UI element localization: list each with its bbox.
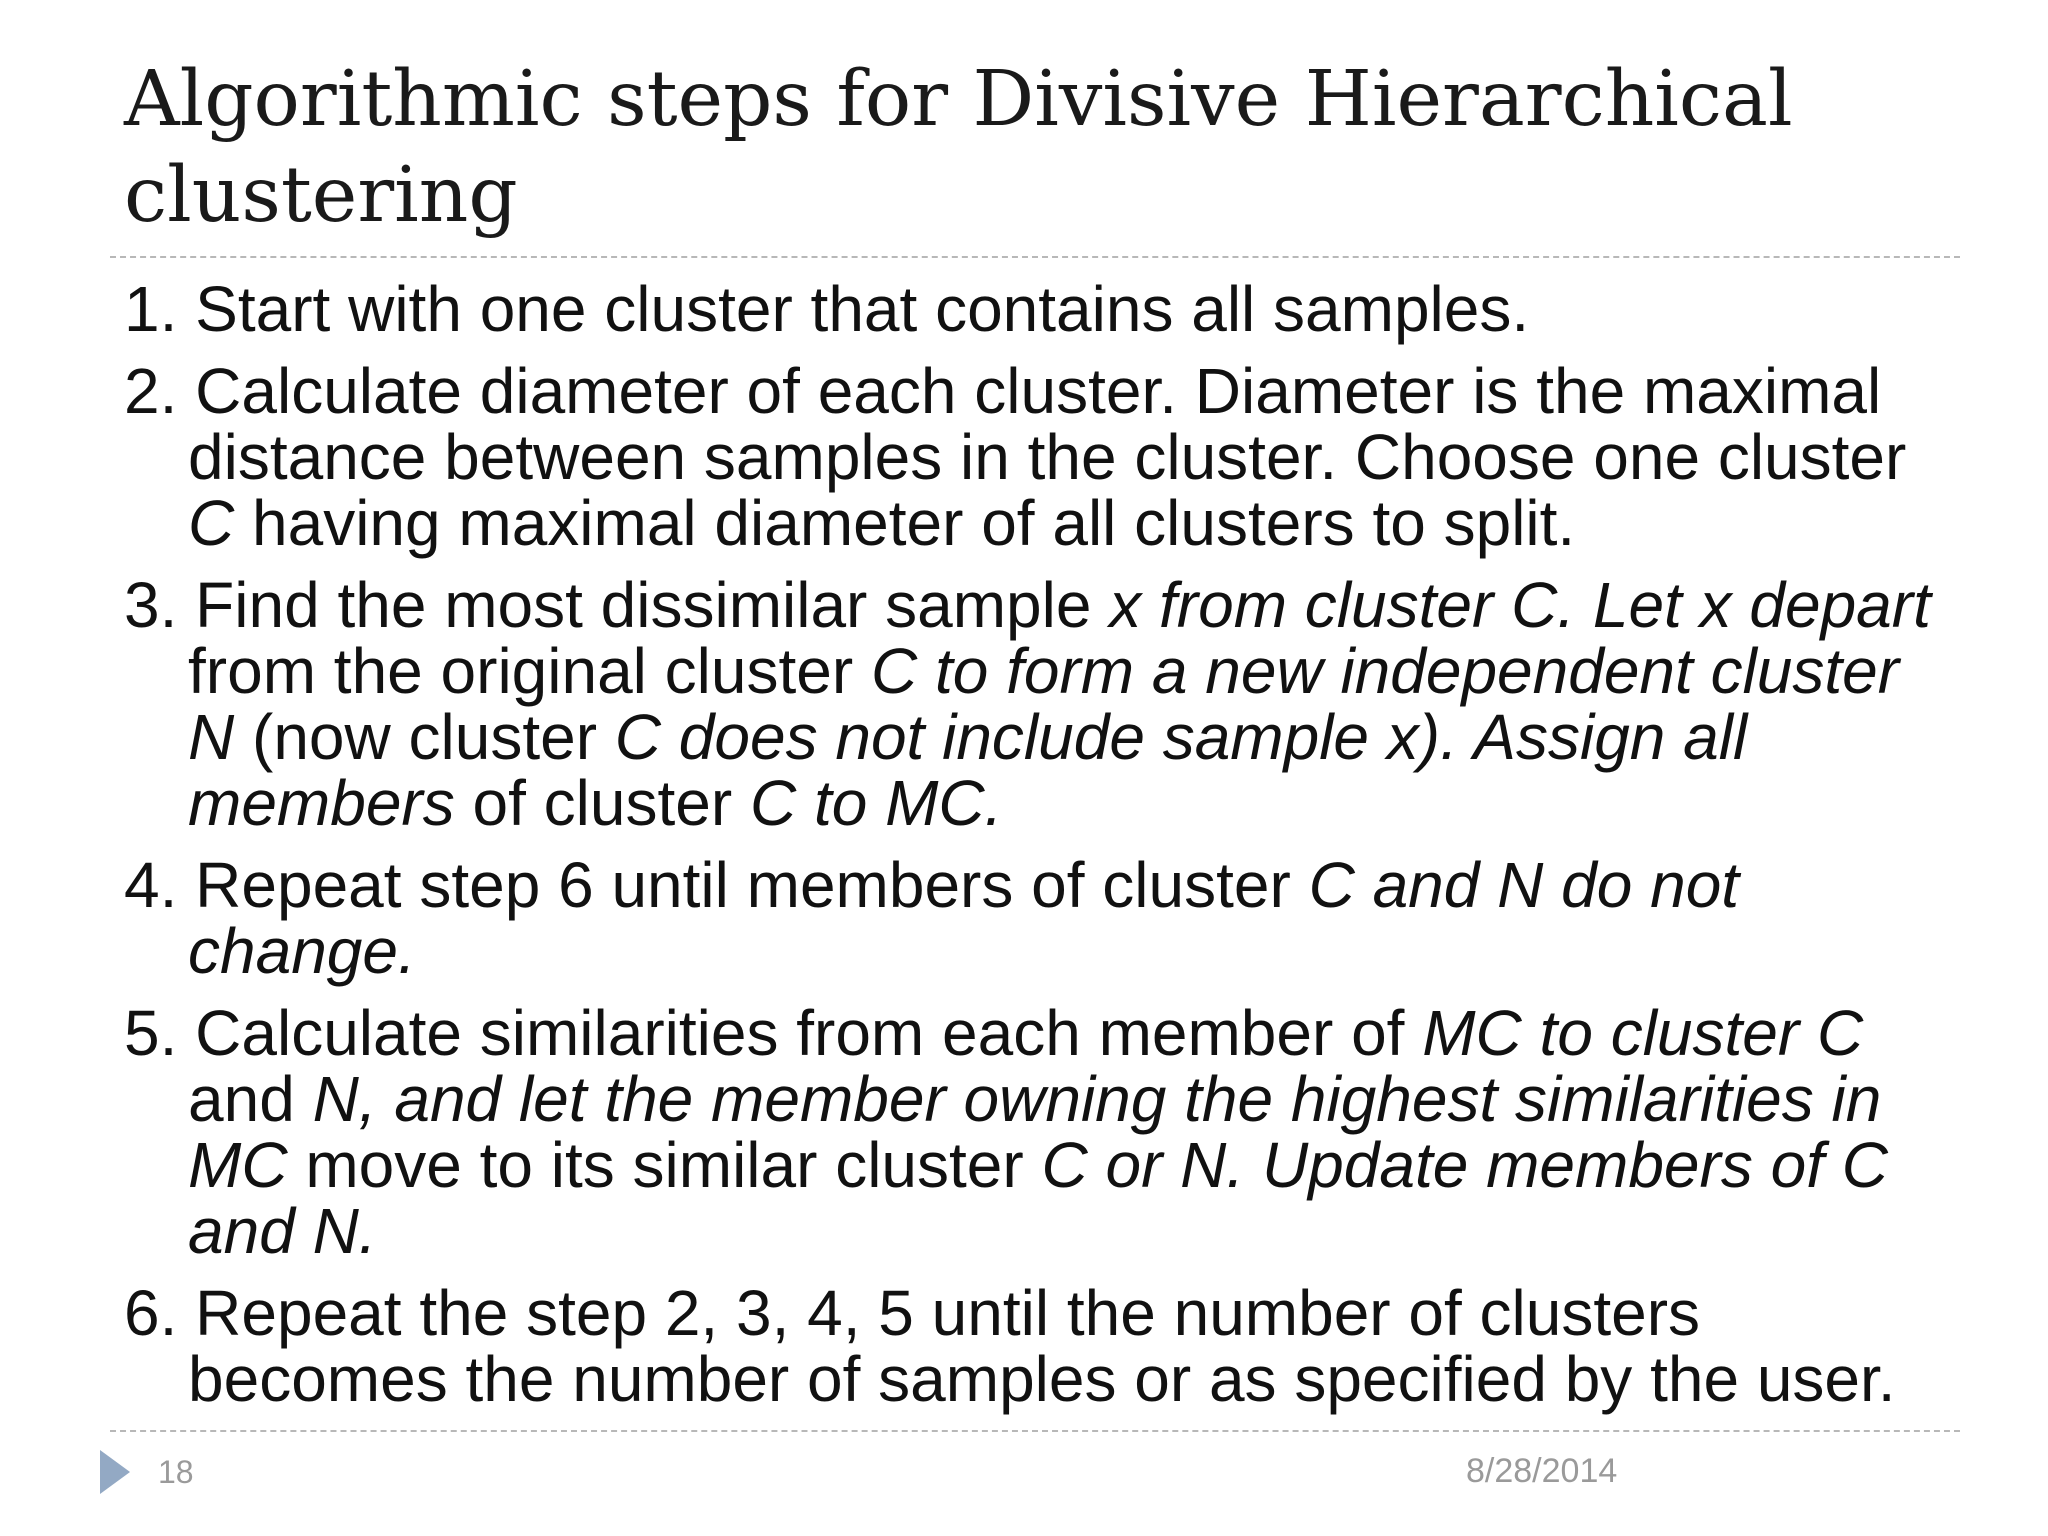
step-number: 1. xyxy=(124,273,178,345)
step-text: from the original cluster xyxy=(188,635,871,707)
step-text: C to MC. xyxy=(749,767,1003,839)
step-text: move to its similar cluster xyxy=(287,1129,1042,1201)
step-text: Calculate diameter of each cluster. Diameter is the maximal distance between samples in the cluster. Choose one cluster xyxy=(188,355,1907,493)
step-item xyxy=(124,997,1944,1267)
step-number: 2. xyxy=(124,355,178,427)
step-text: Start with one cluster that contains all samples. xyxy=(195,273,1530,345)
step-text: Repeat the step 2, 3, 4, 5 until the number of clusters becomes the number of samples or as specified by the user. xyxy=(188,1277,1896,1415)
step-text: C to form a new independent cluster N xyxy=(188,635,1900,773)
slide-title: Algorithmic steps for Divisive Hierarchical clustering xyxy=(124,55,1793,240)
step-number: 3. xyxy=(124,569,178,641)
step-item xyxy=(124,273,1944,345)
step-item xyxy=(124,569,1944,839)
step-text: C xyxy=(188,487,235,559)
step-text: x from cluster C. Let x depart xyxy=(1109,569,1931,641)
step-item xyxy=(124,1277,1944,1415)
step-number: 4. xyxy=(124,849,178,921)
page-number: 18 xyxy=(158,1454,194,1490)
step-text: Repeat step 6 until members of cluster xyxy=(195,849,1309,921)
step-text: (now cluster xyxy=(234,701,615,773)
triangle-bullet-icon xyxy=(100,1450,130,1494)
step-text: Calculate similarities from each member of xyxy=(195,997,1423,1069)
step-text: N, and let the member owning the highest similarities in MC xyxy=(188,1063,1882,1201)
footer-date: 8/28/2014 xyxy=(1466,1452,1618,1490)
step-text: MC to cluster C xyxy=(1422,997,1864,1069)
step-number: 5. xyxy=(124,997,178,1069)
step-text: C and N do not change. xyxy=(188,849,1740,987)
step-text: having maximal diameter of all clusters to split. xyxy=(234,487,1576,559)
footer-divider xyxy=(110,1430,1960,1432)
step-text: and xyxy=(188,1063,313,1135)
title-divider xyxy=(110,256,1960,258)
step-text: Find the most dissimilar sample xyxy=(195,569,1110,641)
step-text: of cluster xyxy=(454,767,750,839)
step-number: 6. xyxy=(124,1277,178,1349)
step-text: C does not include sample x). Assign all members xyxy=(188,701,1748,839)
step-text: C or N. Update members of C and N. xyxy=(188,1129,1888,1267)
step-item xyxy=(124,355,1944,559)
step-item xyxy=(124,849,1944,987)
steps-list xyxy=(124,273,1944,1428)
